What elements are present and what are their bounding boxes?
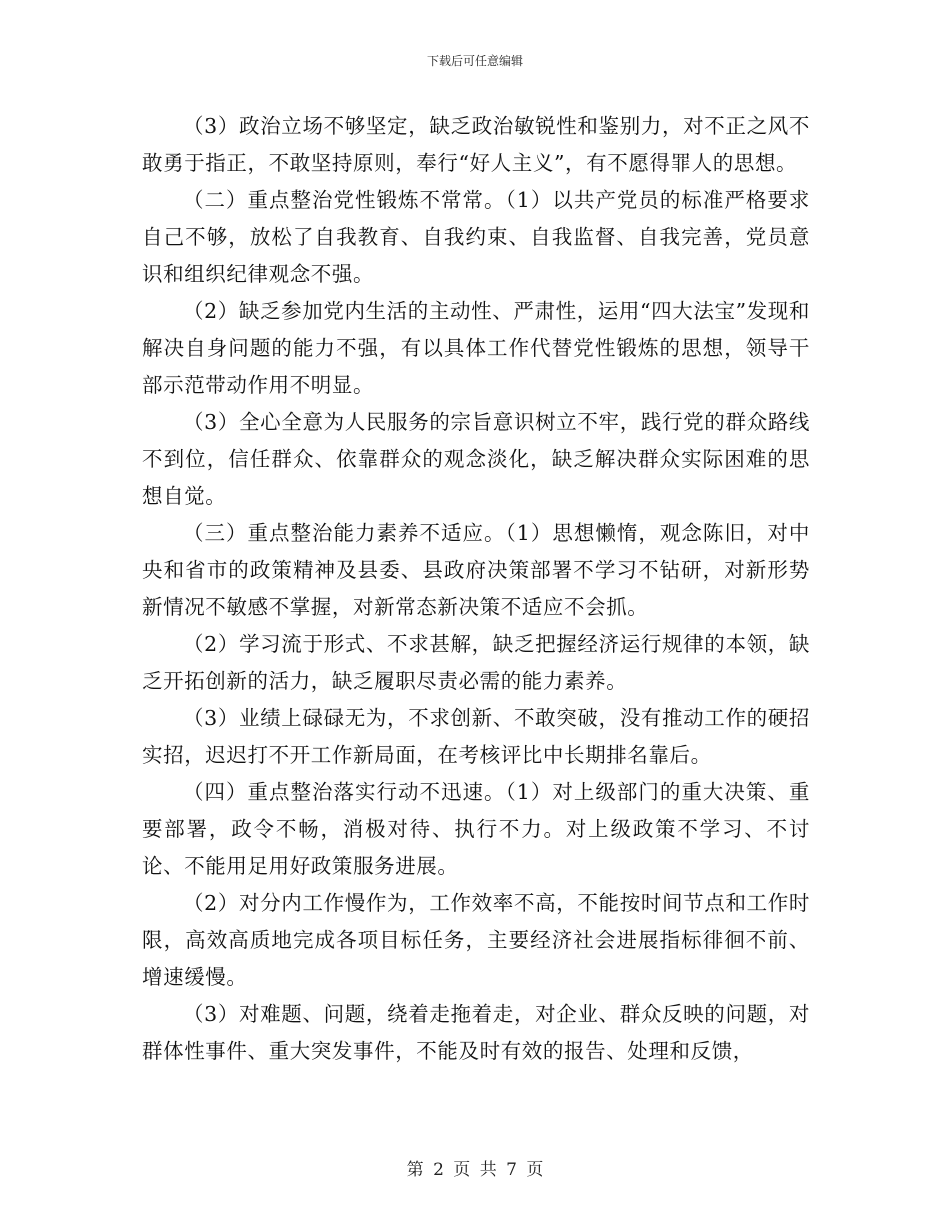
paragraph: （3）对难题、问题，绕着走拖着走，对企业、群众反映的问题，对群体性事件、重大突发事件，不能及时有效的报告、处理和反馈， [142, 1002, 810, 1063]
paragraph: （3）全心全意为人民服务的宗旨意识树立不牢，践行党的群众路线不到位，信任群众、依靠群众的观念淡化，缺乏解决群众实际困难的思想自觉。 [142, 410, 810, 508]
paragraph: （2）学习流于形式、不求甚解，缺乏把握经济运行规律的本领，缺乏开拓创新的活力，缺乏履职尽责必需的能力素养。 [142, 632, 810, 693]
page-number-footer: 第 2 页 共 7 页 [406, 1160, 544, 1180]
page-header: 下载后可任意编辑 [426, 54, 523, 68]
paragraph: （3）业绩上碌碌无为，不求创新、不敢突破，没有推动工作的硬招实招，迟迟打不开工作新局面，在考核评比中长期排名靠后。 [142, 706, 810, 767]
paragraph: （三）重点整治能力素养不适应。（1）思想懒惰，观念陈旧，对中央和省市的政策精神及县委、县政府决策部署不学习不钻研，对新形势新情况不敏感不掌握，对新常态新决策不适应不会抓。 [142, 521, 810, 619]
document-body [142, 108, 810, 1070]
paragraph: （3）政治立场不够坚定，缺乏政治敏锐性和鉴别力，对不正之风不敢勇于指正，不敢坚持原则，奉行“好人主义”，有不愿得罪人的思想。 [142, 114, 810, 175]
paragraph: （2）缺乏参加党内生活的主动性、严肃性，运用“四大法宝”发现和解决自身问题的能力不强，有以具体工作代替党性锻炼的思想，领导干部示范带动作用不明显。 [142, 299, 810, 397]
paragraph: （四）重点整治落实行动不迅速。（1）对上级部门的重大决策、重要部署，政令不畅，消极对待、执行不力。对上级政策不学习、不讨论、不能用足用好政策服务进展。 [142, 780, 810, 878]
paragraph: （2）对分内工作慢作为，工作效率不高，不能按时间节点和工作时限，高效高质地完成各项目标任务，主要经济社会进展指标徘徊不前、增速缓慢。 [142, 891, 810, 989]
paragraph: （二）重点整治党性锻炼不常常。（1）以共产党员的标准严格要求自己不够，放松了自我教育、自我约束、自我监督、自我完善，党员意识和组织纪律观念不强。 [142, 188, 810, 286]
